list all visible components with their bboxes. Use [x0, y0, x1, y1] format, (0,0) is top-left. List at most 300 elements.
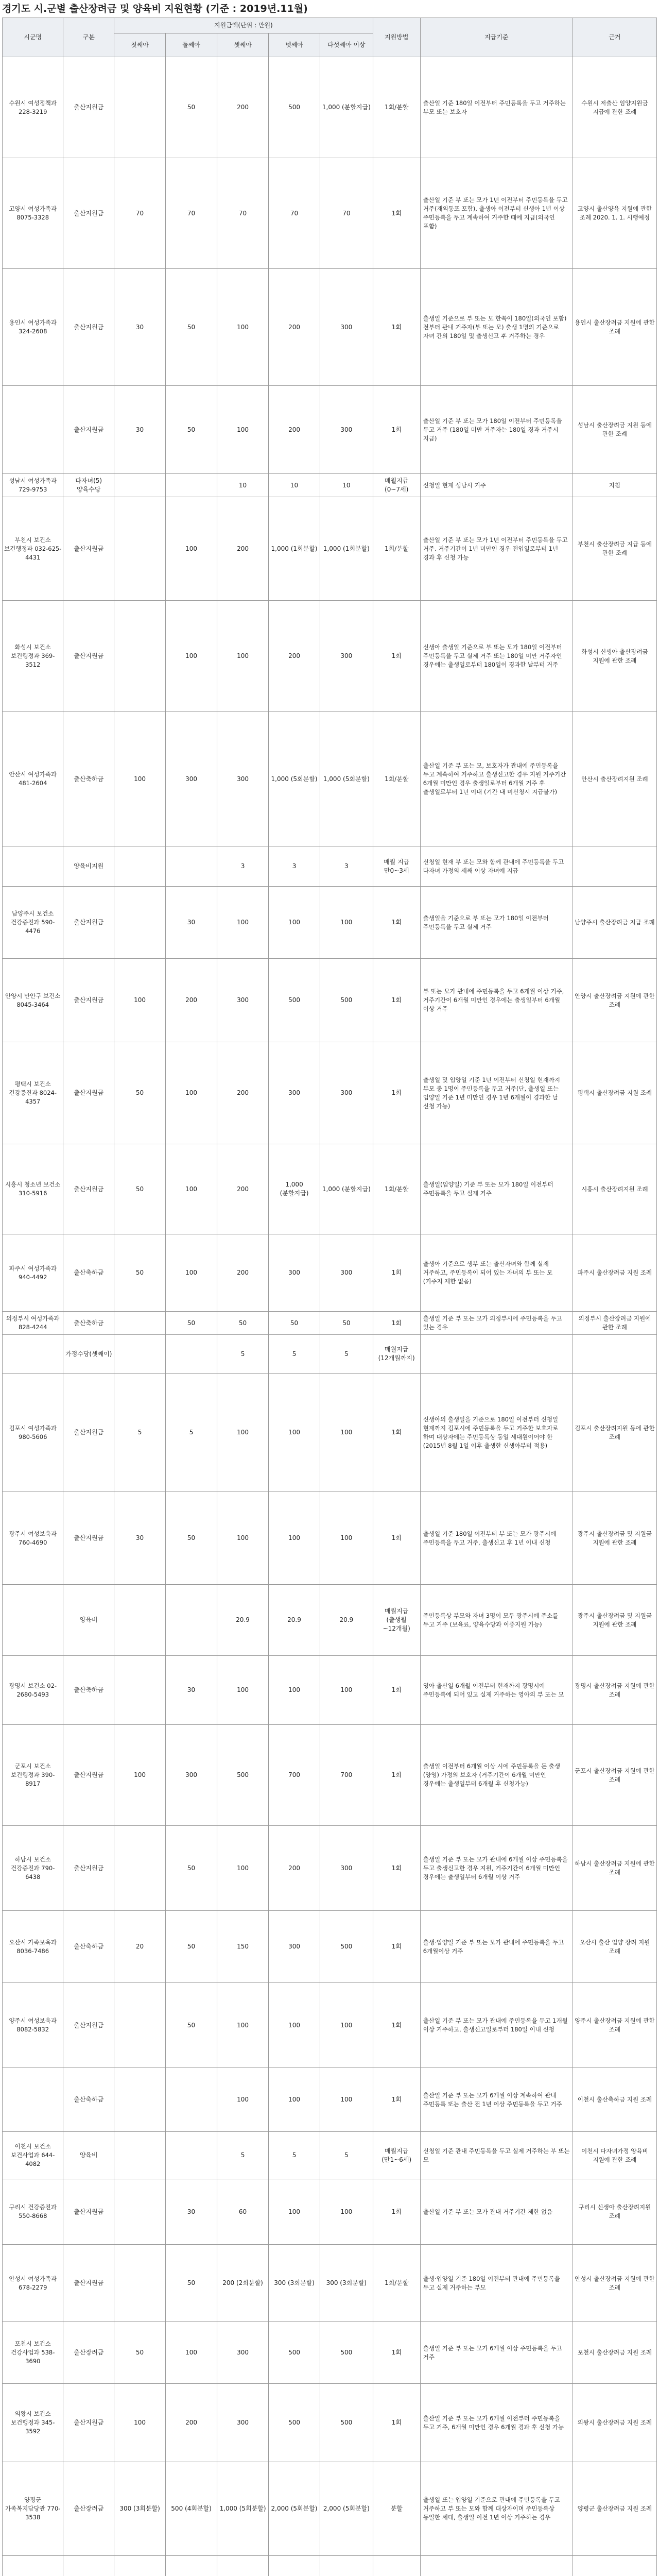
basis-cell: 용인시 출산장려금 지원에 관한 조례: [573, 269, 656, 386]
basis-cell: 김포시 출산장려지원 등에 관한 조례: [573, 1374, 656, 1492]
child-3-cell: 3: [217, 846, 269, 887]
city-cell: 양평군 가족복지담당관 770-3538: [3, 2462, 63, 2556]
child-1-cell: [114, 497, 166, 601]
child-1-cell: [114, 1656, 166, 1725]
type-cell: 출산지원금: [63, 2384, 114, 2462]
child-2-cell: 50: [166, 1312, 217, 1335]
method-cell: 1회/분할: [373, 497, 420, 601]
city-cell: 광명시 보건소 02-2680-5493: [3, 1656, 63, 1725]
city-cell: 평택시 보건소 건강증진과 8024-4357: [3, 1042, 63, 1144]
criteria-cell: 출생일 기준으로 부 또는 모 한쪽이 180일(외국인 포함) 전부터 관내 거주자(부 또는 모) 출생 1명의 기준으로 자녀 간의 180일 및 출생신고 후 거주하는 경우: [420, 269, 573, 386]
basis-cell: [573, 846, 656, 887]
child-4-cell: 200: [269, 601, 320, 712]
method-cell: 매월지급 (출생월~12개월): [373, 1585, 420, 1656]
type-cell: 양육비지원: [63, 846, 114, 887]
table-row: [3, 386, 657, 474]
city-cell: 화성시 보건소 보건행정과 369-3512: [3, 601, 63, 712]
table-row: [3, 1234, 657, 1312]
child-5-cell: 2,000 (5회분할): [320, 2462, 373, 2556]
header-method: 지원방법: [373, 18, 420, 57]
header-child-5: 다섯째아 이상: [320, 33, 373, 57]
type-cell: 출산지원금: [63, 269, 114, 386]
child-5-cell: 300: [320, 386, 373, 474]
city-cell: 남양주시 보건소 건강증진과 590-4476: [3, 887, 63, 959]
basis-cell: 이천시 출산축하금 지원 조례: [573, 2068, 656, 2132]
child-4-cell: 2,000 (5회분할): [269, 2462, 320, 2556]
child-2-cell: 30: [166, 1656, 217, 1725]
child-2-cell: [166, 2068, 217, 2132]
method-cell: 1회/분할: [373, 1144, 420, 1234]
child-4-cell: 1,000 (분할지급): [269, 1144, 320, 1234]
table-row: [3, 1826, 657, 1911]
child-2-cell: 100: [166, 1042, 217, 1144]
basis-cell: 남양주시 출산장려금 지급 조례: [573, 887, 656, 959]
child-2-cell: 70: [166, 158, 217, 269]
method-cell: 매월 지급 만0~3세: [373, 846, 420, 887]
method-cell: 1회: [373, 1983, 420, 2068]
child-1-cell: [114, 474, 166, 497]
city-cell: 하남시 보건소 건강증진과 790-6438: [3, 1826, 63, 1911]
method-cell: 1회: [373, 601, 420, 712]
table-row: [3, 959, 657, 1042]
child-2-cell: 50: [166, 1983, 217, 2068]
criteria-cell: 출생일 및 입양일 기준 1년 이전부터 신청일 현재까지 부모 중 1명이 주민등록을 두고 거주(단, 출생일 또는 입양일 기준 1년 미만인 경우 1년 6개월이 경과한 날 신청 가능): [420, 1042, 573, 1144]
child-1-cell: [114, 2132, 166, 2179]
basis-cell: 양평군 출산장려금 지원 조례: [573, 2462, 656, 2556]
child-2-cell: 50: [166, 2245, 217, 2322]
child-3-cell: 300: [217, 2322, 269, 2384]
criteria-cell: 신생아의 출생일을 기준으로 180일 이전부터 신청일 현재까지 김포시에 주민등록을 두고 거주한 보호자로 하며 대상자에는 주민등록상 동일 세대원이어야 한(2015년 8월 1일 이후 출생한 신생아부터 적용): [420, 1374, 573, 1492]
type-cell: 가정수당(셋째이): [63, 1335, 114, 1374]
table-body: [3, 57, 657, 2576]
criteria-cell: 주민등록상 부모와 자녀 3명이 모두 광주시에 주소를 두고 거주 (보육료, 양육수당과 이중지원 가능): [420, 1585, 573, 1656]
child-4-cell: 50: [269, 1312, 320, 1335]
criteria-cell: 출산일 기준 부 또는 모가 180일 이전부터 주민등록을 두고 거주 (180일 미만 거주자는 180일 경과 거주시 지급): [420, 386, 573, 474]
table-row: [3, 2245, 657, 2322]
basis-cell: 광주시 출산장려금 및 지원금 지원에 관한 조례: [573, 1585, 656, 1656]
child-4-cell: 5: [269, 1335, 320, 1374]
method-cell: 1회: [373, 2384, 420, 2462]
child-4-cell: 100: [269, 1656, 320, 1725]
city-cell: 양주시 여성보육과 8082-5832: [3, 1983, 63, 2068]
child-2-cell: 30: [166, 2179, 217, 2245]
table-row: [3, 269, 657, 386]
child-2-cell: 100: [166, 601, 217, 712]
child-3-cell: 300: [217, 712, 269, 846]
city-cell: 안성시 여성가족과 678-2279: [3, 2245, 63, 2322]
child-4-cell: 500: [269, 2322, 320, 2384]
child-3-cell: 60: [217, 2179, 269, 2245]
criteria-cell: 신청일 현재 성남시 거주: [420, 474, 573, 497]
header-basis: 근거: [573, 18, 656, 57]
child-1-cell: [114, 1312, 166, 1335]
basis-cell: 고양시 출산양육 지원에 관한 조례 2020. 1. 1. 시행예정: [573, 158, 656, 269]
child-1-cell: 30: [114, 269, 166, 386]
criteria-cell: 영아 출산일 6개월 이전부터 현재까지 광명시에 주민등록에 되어 있고 실제 거주하는 영아의 부 또는 모: [420, 1656, 573, 1725]
method-cell: 매월지급 (만1~6세): [373, 2132, 420, 2179]
child-3-cell: 200: [217, 1144, 269, 1234]
child-4-cell: 100: [269, 1983, 320, 2068]
child-1-cell: 70: [114, 158, 166, 269]
table-row: [3, 2322, 657, 2384]
child-4-cell: 5: [269, 2132, 320, 2179]
child-1-cell: [114, 2068, 166, 2132]
city-cell: 안양시 만안구 보건소 8045-3464: [3, 959, 63, 1042]
city-cell: 파주시 여성가족과 940-4492: [3, 1234, 63, 1312]
criteria-cell: [420, 1335, 573, 1374]
city-cell: 광주시 여성보육과 760-4690: [3, 1492, 63, 1585]
criteria-cell: 출생일 또는 입양일 기준으로 관내에 주민등록을 두고 거주하고 부 또는 모와 함께 대상자이며 주민등록상 동일한 세대, 출생일 이전 1년 이상 거주하는 경우: [420, 2462, 573, 2556]
basis-cell: 수원시 저출산 임양지원금 지급에 관한 조례: [573, 57, 656, 158]
child-1-cell: [114, 601, 166, 712]
child-1-cell: [114, 2179, 166, 2245]
child-4-cell: 70: [269, 158, 320, 269]
method-cell: 1회: [373, 887, 420, 959]
basis-cell: 광명시 출산장려금 지원에 관한 조례: [573, 1656, 656, 1725]
method-cell: 1회/분할: [373, 2245, 420, 2322]
method-cell: 1회: [373, 158, 420, 269]
table-row: [3, 57, 657, 158]
table-row: [3, 2179, 657, 2245]
child-2-cell: [166, 2132, 217, 2179]
criteria-cell: 신생아 출생일 기준으로 부 또는 모가 180일 이전부터 주민등록을 두고 실제 거주 또는 180일 미만 거주자인 경우에는 출생일로부터 180일이 경과한 날부터 거주: [420, 601, 573, 712]
child-1-cell: 300 (3회분할): [114, 2462, 166, 2556]
child-2-cell: 50: [166, 386, 217, 474]
child-3-cell: 150: [217, 1911, 269, 1983]
child-2-cell: 300: [166, 1725, 217, 1826]
child-3-cell: 20.9: [217, 1585, 269, 1656]
child-5-cell: 700: [320, 1725, 373, 1826]
basis-cell: [573, 2556, 656, 2576]
table-row: [3, 1335, 657, 1374]
method-cell: 분할: [373, 2462, 420, 2556]
child-4-cell: 100: [269, 2068, 320, 2132]
child-2-cell: 100: [166, 2322, 217, 2384]
method-cell: 1회: [373, 1911, 420, 1983]
method-cell: 1회/분할: [373, 57, 420, 158]
child-1-cell: [114, 1826, 166, 1911]
child-4-cell: 100: [269, 1492, 320, 1585]
child-2-cell: 200: [166, 2384, 217, 2462]
criteria-cell: 출생일 이전부터 6개월 이상 시에 주민등록을 둔 출생 (양영) 가정의 보호자 (거주기간이 6개월 미만인 경우에는 출생일부터 6개월 후 신청가능): [420, 1725, 573, 1826]
city-cell: 의정부시 여성가족과 828-4244: [3, 1312, 63, 1335]
child-3-cell: 500: [217, 1725, 269, 1826]
type-cell: 다자녀(5)양육수당: [63, 474, 114, 497]
child-1-cell: [114, 2245, 166, 2322]
type-cell: 출산지원금: [63, 497, 114, 601]
child-5-cell: 100: [320, 1374, 373, 1492]
child-2-cell: [166, 846, 217, 887]
table-row: [3, 2384, 657, 2462]
child-3-cell: 5: [217, 2132, 269, 2179]
criteria-cell: 출산일 기준 부 또는 모가 6개월 이상 계속하여 관내 주민등록 또는 출산 전 1년 이상 주민등록을 두고 거주: [420, 2068, 573, 2132]
header-child-4: 넷째아: [269, 33, 320, 57]
city-cell: 수원시 여성정책과 228-3219: [3, 57, 63, 158]
child-1-cell: 20: [114, 1911, 166, 1983]
city-cell: [3, 2556, 63, 2576]
basis-cell: 안성시 출산장려금 지원에 관한 조례: [573, 2245, 656, 2322]
type-cell: 출산지원금: [63, 1042, 114, 1144]
table-row: [3, 601, 657, 712]
type-cell: 출산지원금: [63, 1826, 114, 1911]
criteria-cell: 출생아 기준으로 생부 또는 출산자녀와 함께 실제 거주하고, 주민등록이 되어 있는 자녀의 부 또는 모(거주지 제한 없음): [420, 1234, 573, 1312]
type-cell: 출산지원금: [63, 1725, 114, 1826]
child-3-cell: 100: [217, 1374, 269, 1492]
table-row: [3, 2556, 657, 2576]
child-1-cell: 100: [114, 2384, 166, 2462]
child-3-cell: 200 (2회분할): [217, 2245, 269, 2322]
child-4-cell: 3: [269, 846, 320, 887]
child-2-cell: [166, 474, 217, 497]
child-3-cell: 100: [217, 2068, 269, 2132]
child-1-cell: 50: [114, 1144, 166, 1234]
table-row: [3, 2462, 657, 2556]
type-cell: 출산지원금: [63, 1492, 114, 1585]
city-cell: 시흥시 청소년 보건소 310-5916: [3, 1144, 63, 1234]
child-5-cell: 1,000 (분할지급): [320, 57, 373, 158]
table-row: [3, 1911, 657, 1983]
child-2-cell: 100: [166, 497, 217, 601]
criteria-cell: 출산일 기준 부 또는 모, 보호자가 관내에 주민등록을 두고 계속하여 거주하고 출생신고한 경우 지원 거주기간 6개월 미만인 경우 출생일로부터 6개월 거주 후 출생일로부터 1년 이내 (기간 내 미신청시 지급불가): [420, 712, 573, 846]
child-4-cell: 500: [269, 959, 320, 1042]
child-2-cell: 100: [166, 1144, 217, 1234]
child-5-cell: 100: [320, 887, 373, 959]
child-2-cell: 200: [166, 959, 217, 1042]
child-3-cell: 200: [217, 497, 269, 601]
method-cell: 1회: [373, 2068, 420, 2132]
criteria-cell: 출산일 기준 부 또는 모가 관내 거주기간 제한 없음: [420, 2179, 573, 2245]
child-5-cell: 500: [320, 2322, 373, 2384]
child-2-cell: 500 (4회분할): [166, 2462, 217, 2556]
criteria-cell: 출생일을 기준으로 부 또는 모가 180일 이전부터 주민등록을 두고 실제 거주: [420, 887, 573, 959]
criteria-cell: 출생·입양일 기준 부 또는 모가 관내에 주민등록을 두고 6개월이상 거주: [420, 1911, 573, 1983]
child-5-cell: 100: [320, 1983, 373, 2068]
criteria-cell: 출생일 기준 180일 이전부터 부 또는 모가 광주시에 주민등록을 두고 거주, 출생신고 후 1년 이내 신청: [420, 1492, 573, 1585]
type-cell: 출산지원금: [63, 887, 114, 959]
child-4-cell: [269, 2556, 320, 2576]
child-5-cell: 300 (3회분할): [320, 2245, 373, 2322]
type-cell: 출산축하금: [63, 1234, 114, 1312]
basis-cell: [573, 1335, 656, 1374]
method-cell: 1회: [373, 1374, 420, 1492]
method-cell: 1회: [373, 1234, 420, 1312]
criteria-cell: 부 또는 모가 관내에 주민등록을 두고 6개월 이상 거주, 거주기간이 6개월 미만인 경우에는 출생일부터 6개월 이상 거주: [420, 959, 573, 1042]
child-1-cell: [114, 887, 166, 959]
child-1-cell: 30: [114, 1492, 166, 1585]
child-3-cell: 200: [217, 1234, 269, 1312]
basis-cell: 오산시 출산 입양 장려 지원 조례: [573, 1911, 656, 1983]
child-1-cell: [114, 846, 166, 887]
criteria-cell: 출생일 기준 부 또는 모가 의정부시에 주민등록을 두고 있는 경우: [420, 1312, 573, 1335]
child-5-cell: [320, 2556, 373, 2576]
criteria-cell: 출산일 기준 부 또는 모가 1년 이전부터 주민등록을 두고 거주. 거주기간이 1년 미만인 경우 전입일로부터 1년 경과 후 신청 가능: [420, 497, 573, 601]
child-3-cell: 100: [217, 1983, 269, 2068]
city-cell: 부천시 보건소 보건행정과 032-625-4431: [3, 497, 63, 601]
criteria-cell: [420, 2556, 573, 2576]
city-cell: [3, 1585, 63, 1656]
basis-cell: 양주시 출산장려금 지원에 관한 조례: [573, 1983, 656, 2068]
city-cell: 의왕시 보건소 보건행정과 345-3592: [3, 2384, 63, 2462]
child-2-cell: 100: [166, 1234, 217, 1312]
table-row: [3, 1983, 657, 2068]
child-4-cell: 1,000 (5회분할): [269, 712, 320, 846]
type-cell: 양육비: [63, 1585, 114, 1656]
city-cell: 포천시 보건소 건강사업과 538-3690: [3, 2322, 63, 2384]
type-cell: 양육비: [63, 2132, 114, 2179]
child-5-cell: 100: [320, 2068, 373, 2132]
criteria-cell: 출산일 기준 부 또는 모가 1년 이전부터 주민등록을 두고 거주(재외동포 포함), 출생아 이전부터 신생아 1년 이상 주민등록을 두고 계속하여 거주한 때에 지급(외국인 포함): [420, 158, 573, 269]
basis-cell: 포천시 출산장려금 지원 조례: [573, 2322, 656, 2384]
basis-cell: 광주시 출산장려금 및 지원금 지원에 관한 조례: [573, 1492, 656, 1585]
basis-cell: 구리시 신생아 출산장려지원 조례: [573, 2179, 656, 2245]
child-5-cell: 300: [320, 1042, 373, 1144]
basis-cell: 파주시 출산장려금 지원 조례: [573, 1234, 656, 1312]
city-cell: 용인시 여성가족과 324-2608: [3, 269, 63, 386]
header-criteria: 지급기준: [420, 18, 573, 57]
child-2-cell: 50: [166, 269, 217, 386]
child-5-cell: 70: [320, 158, 373, 269]
basis-cell: 화성시 신생아 출산장려금 지원에 관한 조례: [573, 601, 656, 712]
city-cell: [3, 386, 63, 474]
header-child-1: 첫째아: [114, 33, 166, 57]
child-3-cell: 100: [217, 601, 269, 712]
city-cell: 이천시 보건소 보건사업과 644-4082: [3, 2132, 63, 2179]
basis-cell: 군포시 출산장려금 지원에 관한 조례: [573, 1725, 656, 1826]
method-cell: 1회/분할: [373, 712, 420, 846]
child-1-cell: [114, 1983, 166, 2068]
child-4-cell: 500: [269, 57, 320, 158]
city-cell: 오산시 가족보육과 8036-7486: [3, 1911, 63, 1983]
child-2-cell: [166, 1585, 217, 1656]
table-row: [3, 712, 657, 846]
child-1-cell: 100: [114, 1725, 166, 1826]
basis-cell: 하남시 출산장려금 지원에 관한 조례: [573, 1826, 656, 1911]
type-cell: 출산지원금: [63, 57, 114, 158]
child-5-cell: 1,000 (1회분할): [320, 497, 373, 601]
city-cell: 군포시 보건소 보건행정과 390-8917: [3, 1725, 63, 1826]
type-cell: 출산장려금: [63, 2462, 114, 2556]
child-4-cell: 300: [269, 1234, 320, 1312]
child-1-cell: 30: [114, 386, 166, 474]
table-row: [3, 1042, 657, 1144]
child-3-cell: 300: [217, 2384, 269, 2462]
table-row: [3, 1656, 657, 1725]
type-cell: 출산축하금: [63, 2068, 114, 2132]
type-cell: 출산지원금: [63, 2179, 114, 2245]
type-cell: 출산축하금: [63, 1911, 114, 1983]
child-4-cell: 300: [269, 1042, 320, 1144]
child-2-cell: [166, 1335, 217, 1374]
child-4-cell: 300 (3회분할): [269, 2245, 320, 2322]
table-row: [3, 158, 657, 269]
child-3-cell: 50: [217, 1312, 269, 1335]
city-cell: [3, 1335, 63, 1374]
type-cell: 출산지원금: [63, 1144, 114, 1234]
city-cell: 안산시 여성가족과 481-2604: [3, 712, 63, 846]
child-1-cell: 5: [114, 1374, 166, 1492]
child-5-cell: 5: [320, 2132, 373, 2179]
child-3-cell: 100: [217, 269, 269, 386]
child-5-cell: 100: [320, 1492, 373, 1585]
child-4-cell: 500: [269, 2384, 320, 2462]
method-cell: 1회: [373, 1492, 420, 1585]
child-4-cell: 100: [269, 1374, 320, 1492]
child-3-cell: 100: [217, 1492, 269, 1585]
basis-cell: 부천시 출산장려금 지급 등에 관한 조례: [573, 497, 656, 601]
basis-cell: 지침: [573, 474, 656, 497]
method-cell: 1회: [373, 2179, 420, 2245]
basis-cell: 평택시 출산장려금 지원 조례: [573, 1042, 656, 1144]
child-5-cell: 3: [320, 846, 373, 887]
child-1-cell: [114, 2556, 166, 2576]
header-type: 구분: [63, 18, 114, 57]
table-row: [3, 1374, 657, 1492]
child-3-cell: 5: [217, 1335, 269, 1374]
header-child-2: 둘째아: [166, 33, 217, 57]
child-4-cell: 100: [269, 887, 320, 959]
child-3-cell: [217, 2556, 269, 2576]
child-1-cell: 100: [114, 959, 166, 1042]
child-3-cell: 100: [217, 1826, 269, 1911]
child-3-cell: 70: [217, 158, 269, 269]
criteria-cell: 출생일(입양일) 기준 부 또는 모가 180일 이전부터 주민등록을 두고 실제 거주: [420, 1144, 573, 1234]
table-row: [3, 474, 657, 497]
table-row: [3, 1492, 657, 1585]
child-2-cell: 50: [166, 1911, 217, 1983]
child-2-cell: 5: [166, 1374, 217, 1492]
child-4-cell: 200: [269, 269, 320, 386]
child-3-cell: 10: [217, 474, 269, 497]
table-row: [3, 2132, 657, 2179]
method-cell: [373, 2556, 420, 2576]
method-cell: 1회: [373, 1826, 420, 1911]
child-5-cell: 100: [320, 2179, 373, 2245]
child-2-cell: [166, 2556, 217, 2576]
type-cell: 출산지원금: [63, 2245, 114, 2322]
child-1-cell: 100: [114, 712, 166, 846]
criteria-cell: 출생·입양일 기준 180일 이전부터 관내에 주민등록을 두고 실제 거주하는 부모: [420, 2245, 573, 2322]
type-cell: 출산지원금: [63, 959, 114, 1042]
child-3-cell: 200: [217, 57, 269, 158]
header-amount-group: 지원금액(단위 : 만원): [114, 18, 373, 33]
method-cell: 매월지급 (0~7세): [373, 474, 420, 497]
table-row: [3, 1144, 657, 1234]
type-cell: 출산지원금: [63, 601, 114, 712]
basis-cell: 시흥시 출산장려지원 조례: [573, 1144, 656, 1234]
page-title: 경기도 시.군별 출산장려금 및 양육비 지원현황 (기준 : 2019년.11월): [2, 3, 308, 14]
basis-cell: 안양시 출산장려금 지원에 관한 조례: [573, 959, 656, 1042]
table-row: [3, 497, 657, 601]
child-4-cell: 700: [269, 1725, 320, 1826]
table-row: [3, 1725, 657, 1826]
method-cell: 1회: [373, 269, 420, 386]
child-4-cell: 1,000 (1회분할): [269, 497, 320, 601]
table-row: [3, 2068, 657, 2132]
method-cell: 1회: [373, 1725, 420, 1826]
table-row: [3, 846, 657, 887]
child-4-cell: 200: [269, 1826, 320, 1911]
method-cell: 1회: [373, 1042, 420, 1144]
child-5-cell: 300: [320, 1826, 373, 1911]
child-1-cell: 50: [114, 2322, 166, 2384]
child-5-cell: 1,000 (분할지급): [320, 1144, 373, 1234]
basis-cell: 성남시 출산장려금 지원 등에 관한 조례: [573, 386, 656, 474]
city-cell: 구리시 건강증진과 550-8668: [3, 2179, 63, 2245]
child-4-cell: 20.9: [269, 1585, 320, 1656]
criteria-cell: 출생일 기준 부 또는 모가 6개월 이상 주민등록을 두고 거주: [420, 2322, 573, 2384]
basis-cell: 의정부시 출산장려금 지원에 관한 조례: [573, 1312, 656, 1335]
type-cell: 출산장려금: [63, 2322, 114, 2384]
